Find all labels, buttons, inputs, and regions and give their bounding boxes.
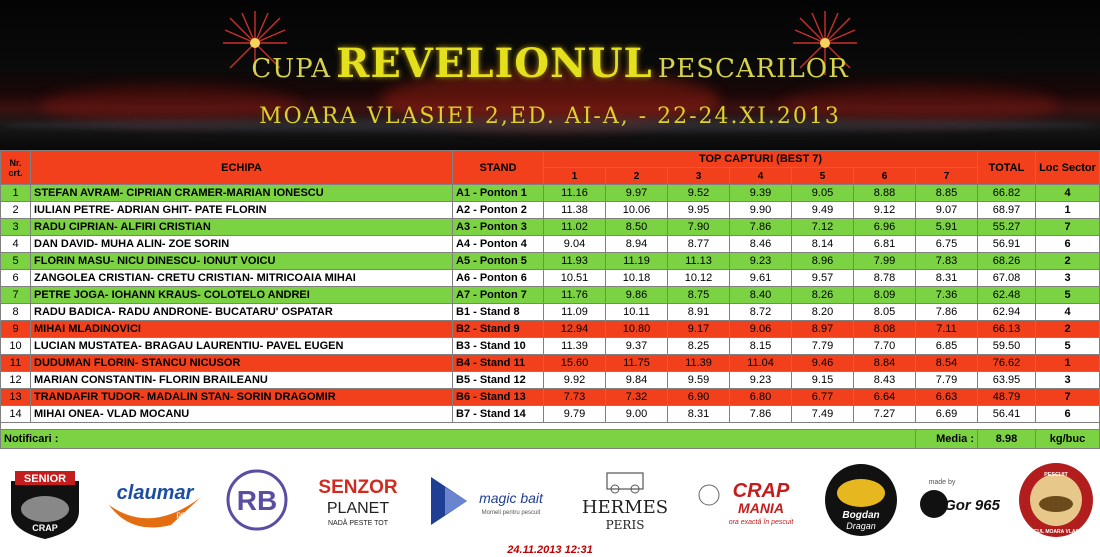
catch-value: 8.54 [916, 355, 978, 372]
catch-value: 7.86 [730, 219, 792, 236]
catch-value: 9.57 [792, 270, 854, 287]
total-value: 66.82 [978, 185, 1036, 202]
svg-text:Dragan: Dragan [846, 521, 876, 531]
catch-value: 6.96 [854, 219, 916, 236]
stand-name: A6 - Ponton 6 [453, 270, 544, 287]
catch-value: 7.90 [668, 219, 730, 236]
loc-sector: 4 [1036, 185, 1100, 202]
header-catch-3: 3 [668, 168, 730, 185]
catch-value: 11.75 [606, 355, 668, 372]
svg-text:made by: made by [928, 479, 956, 486]
sponsor-bogdan-dragan-logo [818, 457, 904, 543]
table-row [1, 355, 1100, 372]
table-row [1, 236, 1100, 253]
catch-value: 7.11 [916, 321, 978, 338]
row-number: 13 [1, 389, 31, 406]
catch-value: 10.51 [544, 270, 606, 287]
svg-text:PESCUIT: PESCUIT [1044, 472, 1068, 478]
catch-value: 10.11 [606, 304, 668, 321]
catch-value: 9.97 [606, 185, 668, 202]
svg-text:magic bait: magic bait [479, 490, 543, 506]
catch-value: 10.06 [606, 202, 668, 219]
svg-text:LACUL MOARA VLASIEI: LACUL MOARA VLASIEI [1027, 529, 1085, 535]
team-name: MARIAN CONSTANTIN- FLORIN BRAILEANU [31, 372, 453, 389]
header-stand: STAND [453, 151, 544, 185]
timestamp: 24.11.2013 12:31 [507, 544, 593, 556]
table-row [1, 406, 1100, 423]
catch-value: 9.05 [792, 185, 854, 202]
svg-text:NADĂ PESTE TOT: NADĂ PESTE TOT [327, 520, 389, 527]
title-prefix: CUPA [251, 54, 332, 84]
row-number: 2 [1, 202, 31, 219]
team-name: TRANDAFIR TUDOR- MADALIN STAN- SORIN DRAGOMIR [31, 389, 453, 406]
loc-sector: 6 [1036, 236, 1100, 253]
row-number: 10 [1, 338, 31, 355]
catch-value: 8.77 [668, 236, 730, 253]
sponsor-hermes-peris-logo [566, 457, 684, 543]
loc-sector: 5 [1036, 287, 1100, 304]
svg-text:RB: RB [236, 485, 278, 516]
header-catch-7: 7 [916, 168, 978, 185]
catch-value: 8.46 [730, 236, 792, 253]
header-catch-5: 5 [792, 168, 854, 185]
sponsor-lacul-moara-vlasiei-logo [1014, 457, 1098, 543]
table-row [1, 338, 1100, 355]
catch-value: 8.85 [916, 185, 978, 202]
sponsor-magic-bait-logo [426, 457, 556, 543]
catch-value: 7.99 [854, 253, 916, 270]
catch-value: 9.06 [730, 321, 792, 338]
catch-value: 9.46 [792, 355, 854, 372]
loc-sector: 7 [1036, 389, 1100, 406]
sponsor-gor-965-logo [910, 457, 1014, 543]
catch-value: 7.49 [792, 406, 854, 423]
stand-name: B7 - Stand 14 [453, 406, 544, 423]
catch-value: 8.40 [730, 287, 792, 304]
catch-value: 6.90 [668, 389, 730, 406]
row-number: 4 [1, 236, 31, 253]
header-echipa: ECHIPA [31, 151, 453, 185]
loc-sector: 3 [1036, 270, 1100, 287]
catch-value: 8.91 [668, 304, 730, 321]
catch-value: 7.36 [916, 287, 978, 304]
catch-value: 8.26 [792, 287, 854, 304]
catch-value: 8.20 [792, 304, 854, 321]
total-value: 55.27 [978, 219, 1036, 236]
catch-value: 8.78 [854, 270, 916, 287]
svg-text:HERMES: HERMES [581, 497, 669, 518]
catch-value: 7.83 [916, 253, 978, 270]
stand-name: A4 - Ponton 4 [453, 236, 544, 253]
loc-sector: 1 [1036, 202, 1100, 219]
catch-value: 12.94 [544, 321, 606, 338]
stand-name: A3 - Ponton 3 [453, 219, 544, 236]
svg-text:Momeli pentru pescuit: Momeli pentru pescuit [481, 510, 541, 516]
total-value: 59.50 [978, 338, 1036, 355]
catch-value: 9.61 [730, 270, 792, 287]
catch-value: 9.00 [606, 406, 668, 423]
catch-value: 9.23 [730, 372, 792, 389]
row-number: 9 [1, 321, 31, 338]
row-number: 11 [1, 355, 31, 372]
svg-text:MANIA: MANIA [738, 500, 784, 516]
loc-sector: 2 [1036, 253, 1100, 270]
catch-value: 9.07 [916, 202, 978, 219]
notificari-label: Notificari : [1, 430, 916, 449]
header-loc-sector: Loc Sector [1036, 151, 1100, 185]
catch-value: 9.52 [668, 185, 730, 202]
row-number: 3 [1, 219, 31, 236]
catch-value: 9.79 [544, 406, 606, 423]
stand-name: A1 - Ponton 1 [453, 185, 544, 202]
catch-value: 9.12 [854, 202, 916, 219]
catch-value: 9.23 [730, 253, 792, 270]
loc-sector: 5 [1036, 338, 1100, 355]
catch-value: 9.90 [730, 202, 792, 219]
catch-value: 10.18 [606, 270, 668, 287]
catch-value: 8.15 [730, 338, 792, 355]
catch-value: 11.76 [544, 287, 606, 304]
catch-value: 9.04 [544, 236, 606, 253]
svg-text:Gor 965: Gor 965 [944, 497, 1000, 514]
stand-name: A7 - Ponton 7 [453, 287, 544, 304]
title-suffix: PESCARILOR [657, 54, 849, 84]
spacer-row [1, 423, 1100, 430]
catch-value: 9.39 [730, 185, 792, 202]
catch-value: 9.49 [792, 202, 854, 219]
catch-value: 6.64 [854, 389, 916, 406]
catch-value: 9.17 [668, 321, 730, 338]
catch-value: 8.25 [668, 338, 730, 355]
stand-name: B6 - Stand 13 [453, 389, 544, 406]
row-number: 7 [1, 287, 31, 304]
catch-value: 10.12 [668, 270, 730, 287]
stand-name: A5 - Ponton 5 [453, 253, 544, 270]
total-value: 56.41 [978, 406, 1036, 423]
team-name: ZANGOLEA CRISTIAN- CRETU CRISTIAN- MITRICOAIA MIHAI [31, 270, 453, 287]
header-catch-1: 1 [544, 168, 606, 185]
catch-value: 8.84 [854, 355, 916, 372]
total-value: 68.26 [978, 253, 1036, 270]
catch-value: 11.04 [730, 355, 792, 372]
catch-value: 8.43 [854, 372, 916, 389]
team-name: PETRE JOGA- IOHANN KRAUS- COLOTELO ANDREI [31, 287, 453, 304]
loc-sector: 3 [1036, 372, 1100, 389]
catch-value: 15.60 [544, 355, 606, 372]
catch-value: 6.63 [916, 389, 978, 406]
sponsor-senior-crap-logo [2, 457, 87, 543]
table-row [1, 185, 1100, 202]
sponsor-claumar-logo [100, 457, 210, 543]
catch-value: 8.31 [916, 270, 978, 287]
catch-value: 6.75 [916, 236, 978, 253]
row-number: 14 [1, 406, 31, 423]
svg-text:CRAP: CRAP [31, 523, 58, 533]
table-row [1, 219, 1100, 236]
catch-value: 7.12 [792, 219, 854, 236]
catch-value: 10.80 [606, 321, 668, 338]
catch-value: 7.27 [854, 406, 916, 423]
table-row [1, 321, 1100, 338]
stand-name: B3 - Stand 10 [453, 338, 544, 355]
catch-value: 6.81 [854, 236, 916, 253]
catch-value: 6.80 [730, 389, 792, 406]
catch-value: 9.92 [544, 372, 606, 389]
catch-value: 9.37 [606, 338, 668, 355]
svg-text:ora exactă în pescuit: ora exactă în pescuit [728, 519, 794, 526]
total-value: 76.62 [978, 355, 1036, 372]
total-value: 56.91 [978, 236, 1036, 253]
catch-value: 9.59 [668, 372, 730, 389]
catch-value: 11.39 [544, 338, 606, 355]
svg-text:SENIOR: SENIOR [23, 473, 66, 485]
stand-name: A2 - Ponton 2 [453, 202, 544, 219]
catch-value: 7.79 [792, 338, 854, 355]
sponsor-strip [0, 457, 1100, 543]
page-title [0, 40, 1100, 87]
svg-text:CRAP: CRAP [732, 480, 790, 502]
header-nr: Nr. crt. [1, 151, 31, 185]
team-name: RADU CIPRIAN- ALFIRI CRISTIAN [31, 219, 453, 236]
title-main: REVELIONUL [336, 40, 653, 87]
loc-sector: 7 [1036, 219, 1100, 236]
catch-value: 8.31 [668, 406, 730, 423]
row-number: 6 [1, 270, 31, 287]
catch-value: 8.08 [854, 321, 916, 338]
loc-sector: 6 [1036, 406, 1100, 423]
header-banner [0, 0, 1100, 150]
loc-sector: 4 [1036, 304, 1100, 321]
loc-sector: 2 [1036, 321, 1100, 338]
header-catch-2: 2 [606, 168, 668, 185]
catch-value: 8.05 [854, 304, 916, 321]
loc-sector: 1 [1036, 355, 1100, 372]
sponsor-rb-logo [222, 457, 292, 543]
catch-value: 11.93 [544, 253, 606, 270]
catch-value: 6.69 [916, 406, 978, 423]
row-number: 1 [1, 185, 31, 202]
sponsor-crap-mania-logo [694, 457, 812, 543]
catch-value: 6.85 [916, 338, 978, 355]
catch-value: 11.09 [544, 304, 606, 321]
team-name: DUDUMAN FLORIN- STANCU NICUSOR [31, 355, 453, 372]
catch-value: 7.79 [916, 372, 978, 389]
team-name: DAN DAVID- MUHA ALIN- ZOE SORIN [31, 236, 453, 253]
header-total: TOTAL [978, 151, 1036, 185]
table-row [1, 304, 1100, 321]
team-name: RADU BADICA- RADU ANDRONE- BUCATARU' OSPATAR [31, 304, 453, 321]
catch-value: 11.38 [544, 202, 606, 219]
svg-text:PLANET: PLANET [326, 500, 390, 517]
catch-value: 8.72 [730, 304, 792, 321]
header-catch-6: 6 [854, 168, 916, 185]
results-table [0, 150, 1100, 449]
table-row [1, 372, 1100, 389]
team-name: FLORIN MASU- NICU DINESCU- IONUT VOICU [31, 253, 453, 270]
catch-value: 9.15 [792, 372, 854, 389]
total-value: 63.95 [978, 372, 1036, 389]
catch-value: 8.09 [854, 287, 916, 304]
stand-name: B2 - Stand 9 [453, 321, 544, 338]
catch-value: 8.96 [792, 253, 854, 270]
catch-value: 7.86 [730, 406, 792, 423]
catch-value: 5.91 [916, 219, 978, 236]
table-row [1, 287, 1100, 304]
header-catch-4: 4 [730, 168, 792, 185]
catch-value: 8.97 [792, 321, 854, 338]
catch-value: 8.50 [606, 219, 668, 236]
stand-name: B4 - Stand 11 [453, 355, 544, 372]
stand-name: B5 - Stand 12 [453, 372, 544, 389]
total-value: 66.13 [978, 321, 1036, 338]
catch-value: 9.95 [668, 202, 730, 219]
total-value: 68.97 [978, 202, 1036, 219]
svg-text:PERIS: PERIS [605, 518, 645, 532]
media-label: Media : [916, 430, 978, 449]
row-number: 8 [1, 304, 31, 321]
catch-value: 8.14 [792, 236, 854, 253]
row-number: 12 [1, 372, 31, 389]
sponsor-senzor-planet-logo [302, 457, 414, 543]
team-name: LUCIAN MUSTATEA- BRAGAU LAURENTIU- PAVEL EUGEN [31, 338, 453, 355]
table-row [1, 389, 1100, 406]
catch-value: 7.32 [606, 389, 668, 406]
catch-value: 7.73 [544, 389, 606, 406]
catch-value: 8.88 [854, 185, 916, 202]
total-value: 48.79 [978, 389, 1036, 406]
catch-value: 11.16 [544, 185, 606, 202]
table-row [1, 202, 1100, 219]
catch-value: 11.02 [544, 219, 606, 236]
header-top-capturi: TOP CAPTURI (BEST 7) [544, 151, 978, 168]
total-value: 62.48 [978, 287, 1036, 304]
media-value: 8.98 [978, 430, 1036, 449]
page-subtitle: MOARA VLASIEI 2,ED. AI-A, - 22-24.XI.2013 [259, 104, 841, 129]
table-row [1, 270, 1100, 287]
catch-value: 9.86 [606, 287, 668, 304]
svg-text:Bogdan: Bogdan [842, 510, 880, 521]
total-value: 67.08 [978, 270, 1036, 287]
row-number: 5 [1, 253, 31, 270]
team-name: STEFAN AVRAM- CIPRIAN CRAMER-MARIAN IONESCU [31, 185, 453, 202]
catch-value: 7.70 [854, 338, 916, 355]
team-name: MIHAI MLADINOVICI [31, 321, 453, 338]
svg-text:SENZOR: SENZOR [318, 477, 398, 498]
media-unit: kg/buc [1036, 430, 1100, 449]
catch-value: 9.84 [606, 372, 668, 389]
team-name: MIHAI ONEA- VLAD MOCANU [31, 406, 453, 423]
svg-text:pesca: pesca [176, 510, 198, 519]
catch-value: 6.77 [792, 389, 854, 406]
table-row [1, 253, 1100, 270]
total-value: 62.94 [978, 304, 1036, 321]
catch-value: 11.39 [668, 355, 730, 372]
catch-value: 11.19 [606, 253, 668, 270]
catch-value: 7.86 [916, 304, 978, 321]
svg-text:claumar: claumar [116, 482, 194, 504]
catch-value: 11.13 [668, 253, 730, 270]
stand-name: B1 - Stand 8 [453, 304, 544, 321]
catch-value: 8.94 [606, 236, 668, 253]
team-name: IULIAN PETRE- ADRIAN GHIT- PATE FLORIN [31, 202, 453, 219]
catch-value: 8.75 [668, 287, 730, 304]
